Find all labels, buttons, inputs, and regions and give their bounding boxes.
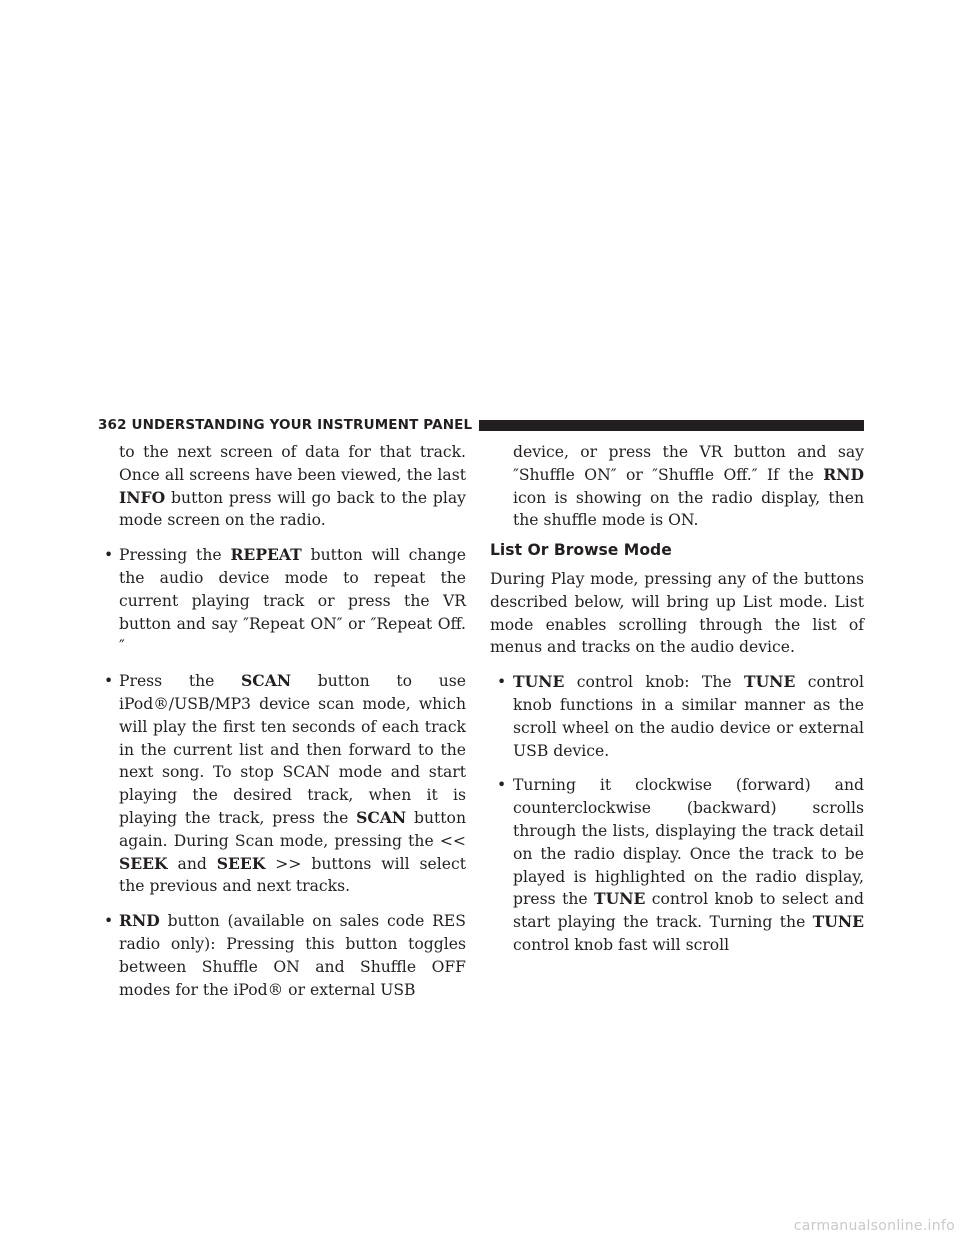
page-header-text: 362 UNDERSTANDING YOUR INSTRUMENT PANEL (98, 417, 473, 433)
bullet-mark: • (104, 672, 114, 691)
repeat-bullet: • Pressing the REPEAT button will change the audio device mode to repeat the current playing track or press the VR button and say ″Repeat ON″ or ″Repeat Off.″ (104, 545, 466, 656)
info-keyword: INFO (119, 487, 166, 507)
header-rule (479, 420, 864, 431)
turning-bullet: • Turning it clockwise (forward) and counterclockwise (backward) scrolls through the lists, displaying the track detail on the radio display. Once the track to be played is highlighted on the radio display, press the TUNE control knob to select and start playing the track. Turning the TUNE control knob fast will scroll (497, 776, 864, 954)
right-column (490, 441, 864, 957)
tune-keyword: TUNE (743, 672, 796, 692)
tune-keyword: TUNE (513, 672, 565, 692)
tune-keyword: TUNE (594, 889, 646, 909)
rnd-bullet: • RND button (available on sales code RES radio only): Pressing this button toggles between Shuffle ON and Shuffle OFF modes for the iPod® or external USB (104, 911, 466, 999)
left-column (98, 441, 466, 1001)
scan-keyword: SCAN (241, 671, 292, 691)
tune-bullet: • TUNE control knob: The TUNE control knob functions in a similar manner as the scroll wheel on the audio device or external USB device. (497, 672, 864, 760)
bullet-mark: • (104, 912, 114, 931)
scan-keyword: SCAN (356, 807, 407, 827)
intro-paragraph: to the next screen of data for that track. Once all screens have been viewed, the last INFO button press will go back to the play mode screen on the radio. (119, 443, 466, 530)
repeat-keyword: REPEAT (230, 545, 302, 565)
seek-keyword: SEEK (216, 853, 266, 873)
rnd-keyword: RND (119, 911, 160, 931)
bullet-mark: • (104, 546, 114, 565)
bullet-mark: • (497, 776, 507, 795)
rnd-keyword: RND (823, 464, 864, 484)
list-mode-paragraph: During Play mode, pressing any of the buttons described below, will bring up List mode. List mode enables scrolling through the list of menus and tracks on the audio device. (490, 569, 864, 657)
tune-keyword: TUNE (812, 912, 864, 932)
bullet-mark: • (497, 673, 507, 692)
scan-bullet: • Press the SCAN button to use iPod®/USB/MP3 device scan mode, which will play the first ten seconds of each track in the current list and then forward to the next song. To stop SCAN mode and start playing the desired track, when it is playing the track, press the SCAN button again. During Scan mode, pressing the << SEEK and SEEK >> buttons will select the previous and next tracks. (104, 671, 466, 896)
page-header (98, 415, 864, 435)
watermark: carmanualsonline.info (793, 1218, 955, 1234)
seek-keyword: SEEK (119, 853, 168, 873)
rnd-continuation: device, or press the VR button and say ″Shuffle ON″ or ″Shuffle Off.″ If the RND icon is showing on the radio display, then the shuffle mode is ON. (513, 443, 864, 530)
section-heading: List Or Browse Mode (490, 541, 672, 560)
